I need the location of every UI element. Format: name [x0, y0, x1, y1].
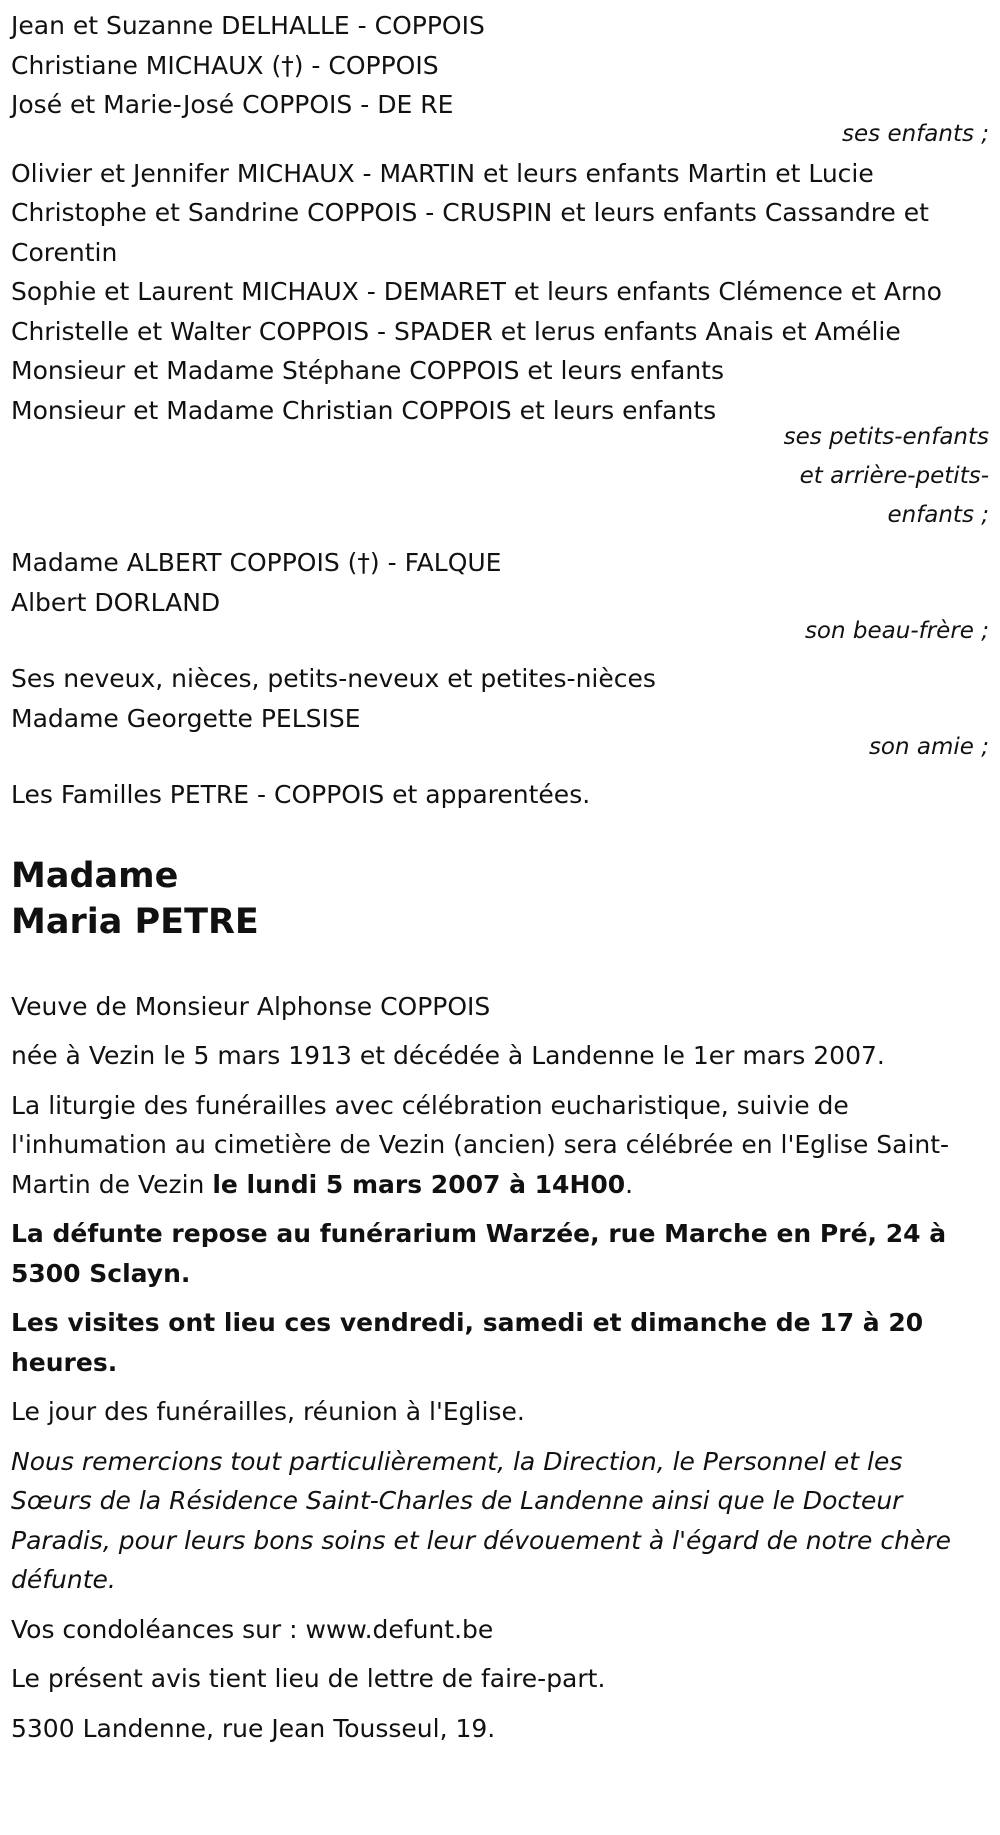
condolences-paragraph: Vos condoléances sur : www.defunt.be — [11, 1614, 494, 1644]
in-law-role: son beau-frère ; — [804, 618, 989, 644]
meeting-paragraph: Le jour des funérailles, réunion à l'Eglise. — [11, 1397, 525, 1426]
birth-death: née à Vezin le 5 mars 1913 et décédée à Landenne le 1er mars 2007. — [11, 1041, 885, 1070]
repose-paragraph: La défunte repose au funérarium Warzée, rue Marche en Pré, 24 à 5300 Sclayn. — [11, 1219, 947, 1288]
child-name: Christiane MICHAUX (†) - COPPOIS — [11, 50, 439, 80]
grandchild-name: Christophe et Sandrine COPPOIS - CRUSPIN et leurs enfants Cassandre et Corentin — [11, 198, 929, 267]
grandchildren-role-line: ses petits-enfants — [783, 424, 989, 450]
children-group — [11, 6, 989, 154]
in-laws-group — [11, 543, 989, 651]
in-law-name: Madame ALBERT COPPOIS (†) - FALQUE — [11, 548, 502, 577]
grandchildren-role-line: enfants ; — [887, 502, 989, 528]
children-role: ses enfants ; — [842, 120, 989, 147]
child-name: José et Marie-José COPPOIS - DE RE — [11, 90, 454, 119]
address: 5300 Landenne, rue Jean Tousseul, 19. — [11, 1713, 496, 1743]
nephews-group — [11, 659, 989, 767]
grandchild-name: Monsieur et Madame Christian COPPOIS et leurs enfants — [11, 395, 717, 425]
grandchild-name: Sophie et Laurent MICHAUX - DEMARET et leurs enfants Clémence et Arno — [11, 277, 942, 306]
grandchildren-role — [11, 418, 989, 535]
deceased-title — [11, 853, 989, 945]
grandchildren-group — [11, 154, 989, 536]
grandchildren-role-line: et arrière-petits- — [799, 463, 989, 489]
grandchild-name: Christelle et Walter COPPOIS - SPADER et lerus enfants Anais et Amélie — [11, 316, 901, 346]
child-name: Jean et Suzanne DELHALLE - COPPOIS — [11, 11, 485, 40]
nephews-name: Ses neveux, nièces, petits-neveux et petites-nièces — [11, 664, 656, 693]
liturgy-text: La liturgie des funérailles avec célébration eucharistique, suivie de l'inhumation au cimetière de Vezin (ancien) sera célébrée en l'Eglise Saint-Martin de Vezin — [11, 1090, 950, 1199]
friend-role: son amie ; — [868, 734, 989, 760]
notice-paragraph: Le présent avis tient lieu de lettre de faire-part. — [11, 1664, 606, 1693]
in-law-name: Albert DORLAND — [11, 587, 221, 617]
thanks-paragraph: Nous remercions tout particulièrement, la Direction, le Personnel et les Sœurs de la Résidence Saint-Charles de Landenne ainsi que le Docteur Paradis, pour leurs bons soins et leur dévouement à l'égard de notre chère défunte. — [11, 1446, 951, 1594]
title-name: Maria PETRE — [11, 901, 259, 942]
title-honorific: Madame — [11, 855, 179, 896]
liturgy-end: . — [625, 1169, 634, 1199]
widow-of: Veuve de Monsieur Alphonse COPPOIS — [11, 991, 491, 1021]
grandchild-name: Olivier et Jennifer MICHAUX - MARTIN et leurs enfants Martin et Lucie — [11, 158, 874, 188]
grandchild-name: Monsieur et Madame Stéphane COPPOIS et leurs enfants — [11, 356, 725, 385]
families-line: Les Familles PETRE - COPPOIS et apparentées. — [11, 780, 591, 809]
nephews-name: Madame Georgette PELSISE — [11, 703, 361, 733]
liturgy-paragraph — [11, 1086, 989, 1205]
liturgy-date: le lundi 5 mars 2007 à 14H00 — [212, 1169, 626, 1199]
visits-paragraph: Les visites ont lieu ces vendredi, samedi et dimanche de 17 à 20 heures. — [11, 1308, 924, 1377]
